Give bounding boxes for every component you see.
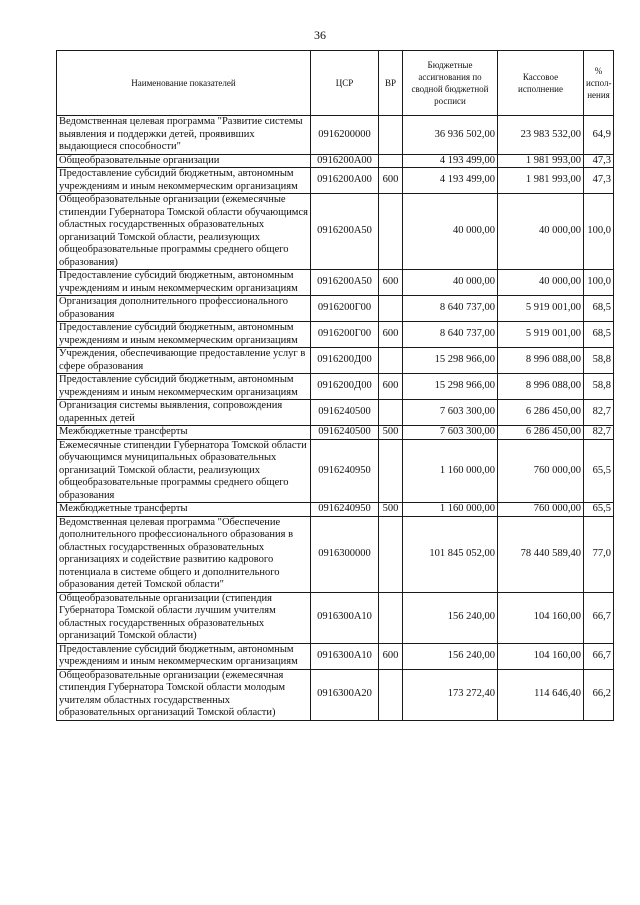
table-row bbox=[57, 426, 614, 440]
cell-percent: 66,7 bbox=[584, 592, 614, 643]
cell-percent: 82,7 bbox=[584, 426, 614, 440]
table-header-row bbox=[57, 51, 614, 116]
table-row bbox=[57, 296, 614, 322]
table-row bbox=[57, 400, 614, 426]
cell-csr: 0916240500 bbox=[311, 400, 379, 426]
cell-csr: 0916300000 bbox=[311, 516, 379, 592]
table-row bbox=[57, 516, 614, 592]
cell-percent: 47,3 bbox=[584, 168, 614, 194]
cell-cash-execution: 8 996 088,00 bbox=[498, 374, 584, 400]
cell-percent: 66,2 bbox=[584, 669, 614, 720]
cell-vr bbox=[379, 592, 403, 643]
header-allocations: Бюджетные ассигнования по сводной бюджетной росписи bbox=[403, 51, 498, 116]
table-row bbox=[57, 503, 614, 517]
budget-execution-table bbox=[56, 50, 614, 721]
header-name: Наименование показателей bbox=[57, 51, 311, 116]
cell-percent: 65,5 bbox=[584, 503, 614, 517]
cell-vr bbox=[379, 400, 403, 426]
cell-name: Предоставление субсидий бюджетным, автономным учреждениям и иным некоммерческим организациям bbox=[57, 322, 311, 348]
cell-csr: 0916200А00 bbox=[311, 168, 379, 194]
table-row bbox=[57, 669, 614, 720]
cell-name: Общеобразовательные организации (стипендия Губернатора Томской области лучшим учителям областных государственных образовательных организаций Томской области) bbox=[57, 592, 311, 643]
cell-vr bbox=[379, 154, 403, 168]
cell-cash-execution: 6 286 450,00 bbox=[498, 400, 584, 426]
cell-allocations: 40 000,00 bbox=[403, 194, 498, 270]
cell-cash-execution: 5 919 001,00 bbox=[498, 296, 584, 322]
table-row bbox=[57, 348, 614, 374]
cell-allocations: 8 640 737,00 bbox=[403, 296, 498, 322]
cell-vr: 500 bbox=[379, 503, 403, 517]
cell-name: Ежемесячные стипендии Губернатора Томской области обучающимся муниципальных образовательных организаций Томской области, реализующих общеобразовательные программы среднего общего образования bbox=[57, 439, 311, 503]
cell-vr bbox=[379, 194, 403, 270]
cell-allocations: 36 936 502,00 bbox=[403, 116, 498, 155]
cell-csr: 0916300А10 bbox=[311, 643, 379, 669]
cell-cash-execution: 1 981 993,00 bbox=[498, 154, 584, 168]
header-vr: ВР bbox=[379, 51, 403, 116]
cell-cash-execution: 104 160,00 bbox=[498, 643, 584, 669]
table-row bbox=[57, 643, 614, 669]
cell-percent: 100,0 bbox=[584, 270, 614, 296]
cell-csr: 0916200000 bbox=[311, 116, 379, 155]
table-body bbox=[57, 116, 614, 721]
cell-allocations: 156 240,00 bbox=[403, 592, 498, 643]
cell-csr: 0916200Д00 bbox=[311, 374, 379, 400]
cell-vr bbox=[379, 348, 403, 374]
header-csr: ЦСР bbox=[311, 51, 379, 116]
cell-percent: 68,5 bbox=[584, 296, 614, 322]
cell-cash-execution: 1 981 993,00 bbox=[498, 168, 584, 194]
cell-cash-execution: 40 000,00 bbox=[498, 194, 584, 270]
table-row bbox=[57, 270, 614, 296]
cell-allocations: 101 845 052,00 bbox=[403, 516, 498, 592]
cell-allocations: 156 240,00 bbox=[403, 643, 498, 669]
cell-percent: 47,3 bbox=[584, 154, 614, 168]
cell-allocations: 173 272,40 bbox=[403, 669, 498, 720]
cell-vr: 600 bbox=[379, 168, 403, 194]
table-row bbox=[57, 439, 614, 503]
cell-vr bbox=[379, 116, 403, 155]
cell-name: Организация системы выявления, сопровождения одаренных детей bbox=[57, 400, 311, 426]
cell-name: Учреждения, обеспечивающие предоставление услуг в сфере образования bbox=[57, 348, 311, 374]
cell-csr: 0916240500 bbox=[311, 426, 379, 440]
cell-cash-execution: 8 996 088,00 bbox=[498, 348, 584, 374]
cell-name: Общеобразовательные организации (ежемесячная стипендия Губернатора Томской области молодым учителям областных государственных образовательных организаций Томской области) bbox=[57, 669, 311, 720]
cell-name: Межбюджетные трансферты bbox=[57, 503, 311, 517]
cell-allocations: 40 000,00 bbox=[403, 270, 498, 296]
table-row bbox=[57, 592, 614, 643]
cell-percent: 58,8 bbox=[584, 348, 614, 374]
cell-percent: 65,5 bbox=[584, 439, 614, 503]
table-row bbox=[57, 154, 614, 168]
cell-name: Предоставление субсидий бюджетным, автономным учреждениям и иным некоммерческим организациям bbox=[57, 643, 311, 669]
cell-percent: 64,9 bbox=[584, 116, 614, 155]
cell-allocations: 1 160 000,00 bbox=[403, 439, 498, 503]
cell-cash-execution: 78 440 589,40 bbox=[498, 516, 584, 592]
cell-csr: 0916200А00 bbox=[311, 154, 379, 168]
cell-cash-execution: 760 000,00 bbox=[498, 503, 584, 517]
cell-cash-execution: 114 646,40 bbox=[498, 669, 584, 720]
cell-percent: 82,7 bbox=[584, 400, 614, 426]
cell-percent: 66,7 bbox=[584, 643, 614, 669]
cell-vr: 500 bbox=[379, 426, 403, 440]
cell-csr: 0916240950 bbox=[311, 503, 379, 517]
cell-vr bbox=[379, 516, 403, 592]
cell-csr: 0916300А10 bbox=[311, 592, 379, 643]
cell-vr bbox=[379, 669, 403, 720]
cell-name: Ведомственная целевая программа "Развитие системы выявления и поддержки детей, проявивших выдающиеся способности" bbox=[57, 116, 311, 155]
cell-csr: 0916200Д00 bbox=[311, 348, 379, 374]
cell-allocations: 7 603 300,00 bbox=[403, 400, 498, 426]
table-row bbox=[57, 168, 614, 194]
cell-csr: 0916200Г00 bbox=[311, 322, 379, 348]
cell-name: Общеобразовательные организации bbox=[57, 154, 311, 168]
cell-cash-execution: 23 983 532,00 bbox=[498, 116, 584, 155]
cell-name: Предоставление субсидий бюджетным, автономным учреждениям и иным некоммерческим организациям bbox=[57, 168, 311, 194]
cell-vr: 600 bbox=[379, 643, 403, 669]
cell-csr: 0916200А50 bbox=[311, 270, 379, 296]
cell-allocations: 4 193 499,00 bbox=[403, 168, 498, 194]
cell-cash-execution: 104 160,00 bbox=[498, 592, 584, 643]
cell-percent: 100,0 bbox=[584, 194, 614, 270]
table-row bbox=[57, 322, 614, 348]
cell-allocations: 7 603 300,00 bbox=[403, 426, 498, 440]
cell-percent: 77,0 bbox=[584, 516, 614, 592]
cell-csr: 0916240950 bbox=[311, 439, 379, 503]
cell-percent: 58,8 bbox=[584, 374, 614, 400]
cell-name: Ведомственная целевая программа "Обеспечение дополнительного профессионального образования в областных государственных образовательных организациях и содействие развитию кадрового потенциала в системе общего и дополнительного образования детей Томской области" bbox=[57, 516, 311, 592]
cell-vr: 600 bbox=[379, 322, 403, 348]
cell-percent: 68,5 bbox=[584, 322, 614, 348]
cell-name: Организация дополнительного профессионального образования bbox=[57, 296, 311, 322]
cell-vr: 600 bbox=[379, 374, 403, 400]
cell-allocations: 4 193 499,00 bbox=[403, 154, 498, 168]
header-percent: % испол-нения bbox=[584, 51, 614, 116]
cell-allocations: 15 298 966,00 bbox=[403, 374, 498, 400]
cell-csr: 0916200Г00 bbox=[311, 296, 379, 322]
cell-cash-execution: 5 919 001,00 bbox=[498, 322, 584, 348]
page-number: 36 bbox=[314, 28, 326, 42]
cell-csr: 0916200А50 bbox=[311, 194, 379, 270]
cell-cash-execution: 760 000,00 bbox=[498, 439, 584, 503]
cell-cash-execution: 6 286 450,00 bbox=[498, 426, 584, 440]
cell-csr: 0916300А20 bbox=[311, 669, 379, 720]
table-row bbox=[57, 194, 614, 270]
cell-allocations: 8 640 737,00 bbox=[403, 322, 498, 348]
cell-allocations: 1 160 000,00 bbox=[403, 503, 498, 517]
cell-vr bbox=[379, 439, 403, 503]
cell-name: Межбюджетные трансферты bbox=[57, 426, 311, 440]
table-row bbox=[57, 116, 614, 155]
table-row bbox=[57, 374, 614, 400]
cell-allocations: 15 298 966,00 bbox=[403, 348, 498, 374]
cell-name: Предоставление субсидий бюджетным, автономным учреждениям и иным некоммерческим организациям bbox=[57, 270, 311, 296]
cell-name: Предоставление субсидий бюджетным, автономным учреждениям и иным некоммерческим организациям bbox=[57, 374, 311, 400]
cell-name: Общеобразовательные организации (ежемесячные стипендии Губернатора Томской области обучающимся областных государственных образовательных организаций Томской области, реализующих общеобразовательные программы среднего общего образования) bbox=[57, 194, 311, 270]
cell-cash-execution: 40 000,00 bbox=[498, 270, 584, 296]
cell-vr: 600 bbox=[379, 270, 403, 296]
header-cash-execution: Кассовое исполнение bbox=[498, 51, 584, 116]
cell-vr bbox=[379, 296, 403, 322]
